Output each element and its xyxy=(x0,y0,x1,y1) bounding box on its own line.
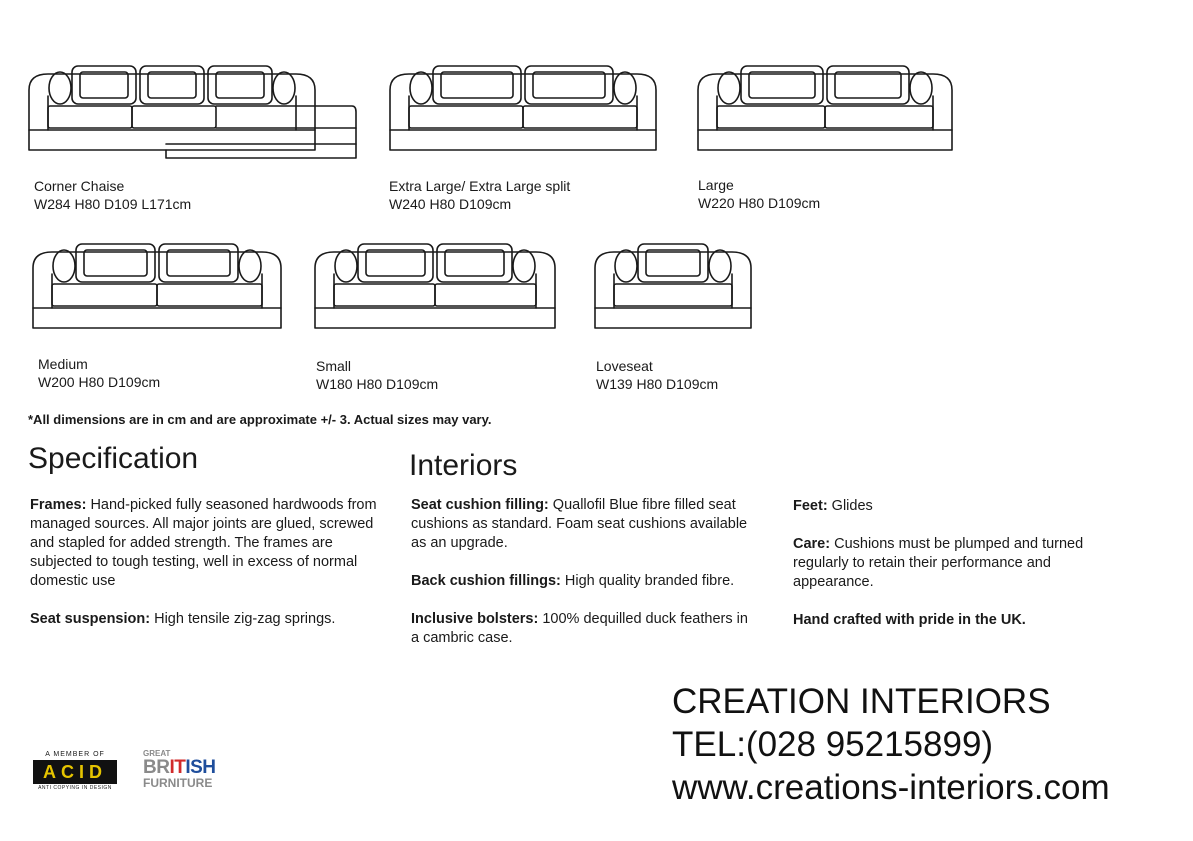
corner-chaise-sofa-icon xyxy=(26,62,358,162)
seat-cushion xyxy=(157,284,262,306)
bolster-right xyxy=(709,250,731,282)
sofa-caption-medium xyxy=(38,355,160,391)
back-cushion-panel xyxy=(835,72,901,98)
back-cushion-label: Back cushion fillings: xyxy=(411,573,561,589)
frames-text: Hand-picked fully seasoned hardwoods from managed sources. All major joints are glued, screwed and stapled for added strength. The frames are subjected to tough testing, well in excess of normal domestic use xyxy=(30,497,377,589)
back-cushion-text: High quality branded fibre. xyxy=(560,573,735,589)
sofa-name: Medium xyxy=(38,356,88,372)
back-cushion-panel xyxy=(84,250,147,276)
bolsters-label: Inclusive bolsters: xyxy=(411,611,539,627)
website: www.creations-interiors.com xyxy=(672,768,1110,807)
gb-logo-mid-c: ISH xyxy=(185,757,216,778)
bolster-left xyxy=(718,72,740,104)
gb-logo-top: GREAT xyxy=(143,749,171,758)
back-cushion-panel xyxy=(80,72,128,98)
feet-text: Glides xyxy=(827,498,873,514)
feet-paragraph xyxy=(793,497,1123,516)
sofa-caption-loveseat xyxy=(596,357,718,393)
bolster-right xyxy=(239,250,261,282)
sofa-caption-small xyxy=(316,357,438,393)
acid-logo-name: ACID xyxy=(43,761,107,782)
sofa-caption-large xyxy=(698,176,820,212)
sofa-dimensions: W240 H80 D109cm xyxy=(389,196,512,212)
seat-cushion-paragraph xyxy=(411,496,751,553)
bolsters-text: 100% dequilled duck feathers in a cambric case. xyxy=(411,611,748,646)
back-cushion-panel xyxy=(167,250,230,276)
frames-label: Frames: xyxy=(30,497,87,513)
care-paragraph xyxy=(793,535,1123,592)
seat-cushion xyxy=(52,284,157,306)
acid-logo xyxy=(33,751,117,791)
acid-logo-box xyxy=(33,760,117,784)
seat-cushion xyxy=(523,106,637,128)
care-text: Cushions must be plumped and turned regularly to retain their performance and appearance. xyxy=(793,536,1084,590)
sofa-caption-extra-large xyxy=(389,177,570,213)
seat-cushion xyxy=(825,106,933,128)
sofa-name: Loveseat xyxy=(596,358,653,374)
sofa-name: Small xyxy=(316,358,352,374)
gb-logo-mid-b: IT xyxy=(169,757,186,778)
back-cushion-panel xyxy=(533,72,605,98)
seat-cushion xyxy=(409,106,523,128)
sofa-name: Large xyxy=(698,177,734,193)
seat-cushion xyxy=(614,284,732,306)
gb-logo-mid-a: BR xyxy=(143,757,170,778)
bolster-left xyxy=(615,250,637,282)
back-cushion-panel xyxy=(445,250,504,276)
bolster-left xyxy=(335,250,357,282)
bolster-right xyxy=(910,72,932,104)
back-cushion-panel xyxy=(148,72,196,98)
suspension-text: High tensile zig-zag springs. xyxy=(150,611,336,627)
sofa-body xyxy=(595,252,751,328)
interiors-heading: Interiors xyxy=(409,449,518,482)
large-sofa-icon xyxy=(695,62,955,154)
back-cushion-panel xyxy=(749,72,815,98)
specification-heading: Specification xyxy=(28,442,199,475)
seat-cushion xyxy=(132,106,216,128)
loveseat-sofa-icon xyxy=(592,240,754,332)
acid-logo-top: A MEMBER OF xyxy=(45,751,105,758)
sofa-dimensions: W220 H80 D109cm xyxy=(698,195,821,211)
contact-block xyxy=(672,680,1110,809)
telephone: TEL:(028 95215899) xyxy=(672,725,994,764)
sofa-name: Extra Large/ Extra Large split xyxy=(389,178,571,194)
great-british-furniture-logo xyxy=(143,750,223,789)
small-sofa-icon xyxy=(312,240,558,332)
back-cushion-panel xyxy=(441,72,513,98)
sofa-caption-corner-chaise xyxy=(34,177,191,213)
extra-column xyxy=(793,497,1123,649)
interiors-column xyxy=(411,496,751,667)
care-label: Care: xyxy=(793,536,831,552)
bolsters-paragraph xyxy=(411,610,751,648)
back-cushion-panel xyxy=(366,250,425,276)
feet-label: Feet: xyxy=(793,498,828,514)
gb-logo-bottom: FURNITURE xyxy=(143,776,213,790)
sofa-dimensions: W200 H80 D109cm xyxy=(38,374,161,390)
frames-paragraph xyxy=(30,496,382,591)
back-cushion-paragraph xyxy=(411,572,751,591)
sofa-dimensions: W139 H80 D109cm xyxy=(596,376,719,392)
acid-logo-bottom: ANTI COPYING IN DESIGN xyxy=(38,785,112,791)
seat-cushion xyxy=(717,106,825,128)
bolster-right xyxy=(513,250,535,282)
dimensions-disclaimer: *All dimensions are in cm and are approximate +/- 3. Actual sizes may vary. xyxy=(28,412,492,427)
specification-column xyxy=(30,496,382,648)
suspension-label: Seat suspension: xyxy=(30,611,151,627)
sofa-dimensions: W180 H80 D109cm xyxy=(316,376,439,392)
gb-logo-mid xyxy=(143,758,223,777)
back-cushion-panel xyxy=(216,72,264,98)
seat-cushion xyxy=(435,284,536,306)
pride-paragraph xyxy=(793,611,1123,630)
bolster-right xyxy=(614,72,636,104)
back-cushion-panel xyxy=(646,250,700,276)
company-name: CREATION INTERIORS xyxy=(672,682,1051,721)
extra-large-sofa-icon xyxy=(387,62,659,154)
seat-cushion-text: Quallofil Blue fibre filled seat cushions as standard. Foam seat cushions available as an upgrade. xyxy=(411,497,748,551)
bolster-left xyxy=(49,72,71,104)
sofa-name: Corner Chaise xyxy=(34,178,125,194)
sofa-dimensions: W284 H80 D109 L171cm xyxy=(34,196,192,212)
seat-cushion xyxy=(334,284,435,306)
medium-sofa-icon xyxy=(30,240,284,332)
suspension-paragraph xyxy=(30,610,382,629)
bolster-right xyxy=(273,72,295,104)
pride-text: Hand crafted with pride in the UK. xyxy=(793,612,1026,628)
bolster-left xyxy=(53,250,75,282)
bolster-left xyxy=(410,72,432,104)
seat-cushion-label: Seat cushion filling: xyxy=(411,497,549,513)
seat-cushion xyxy=(48,106,132,128)
